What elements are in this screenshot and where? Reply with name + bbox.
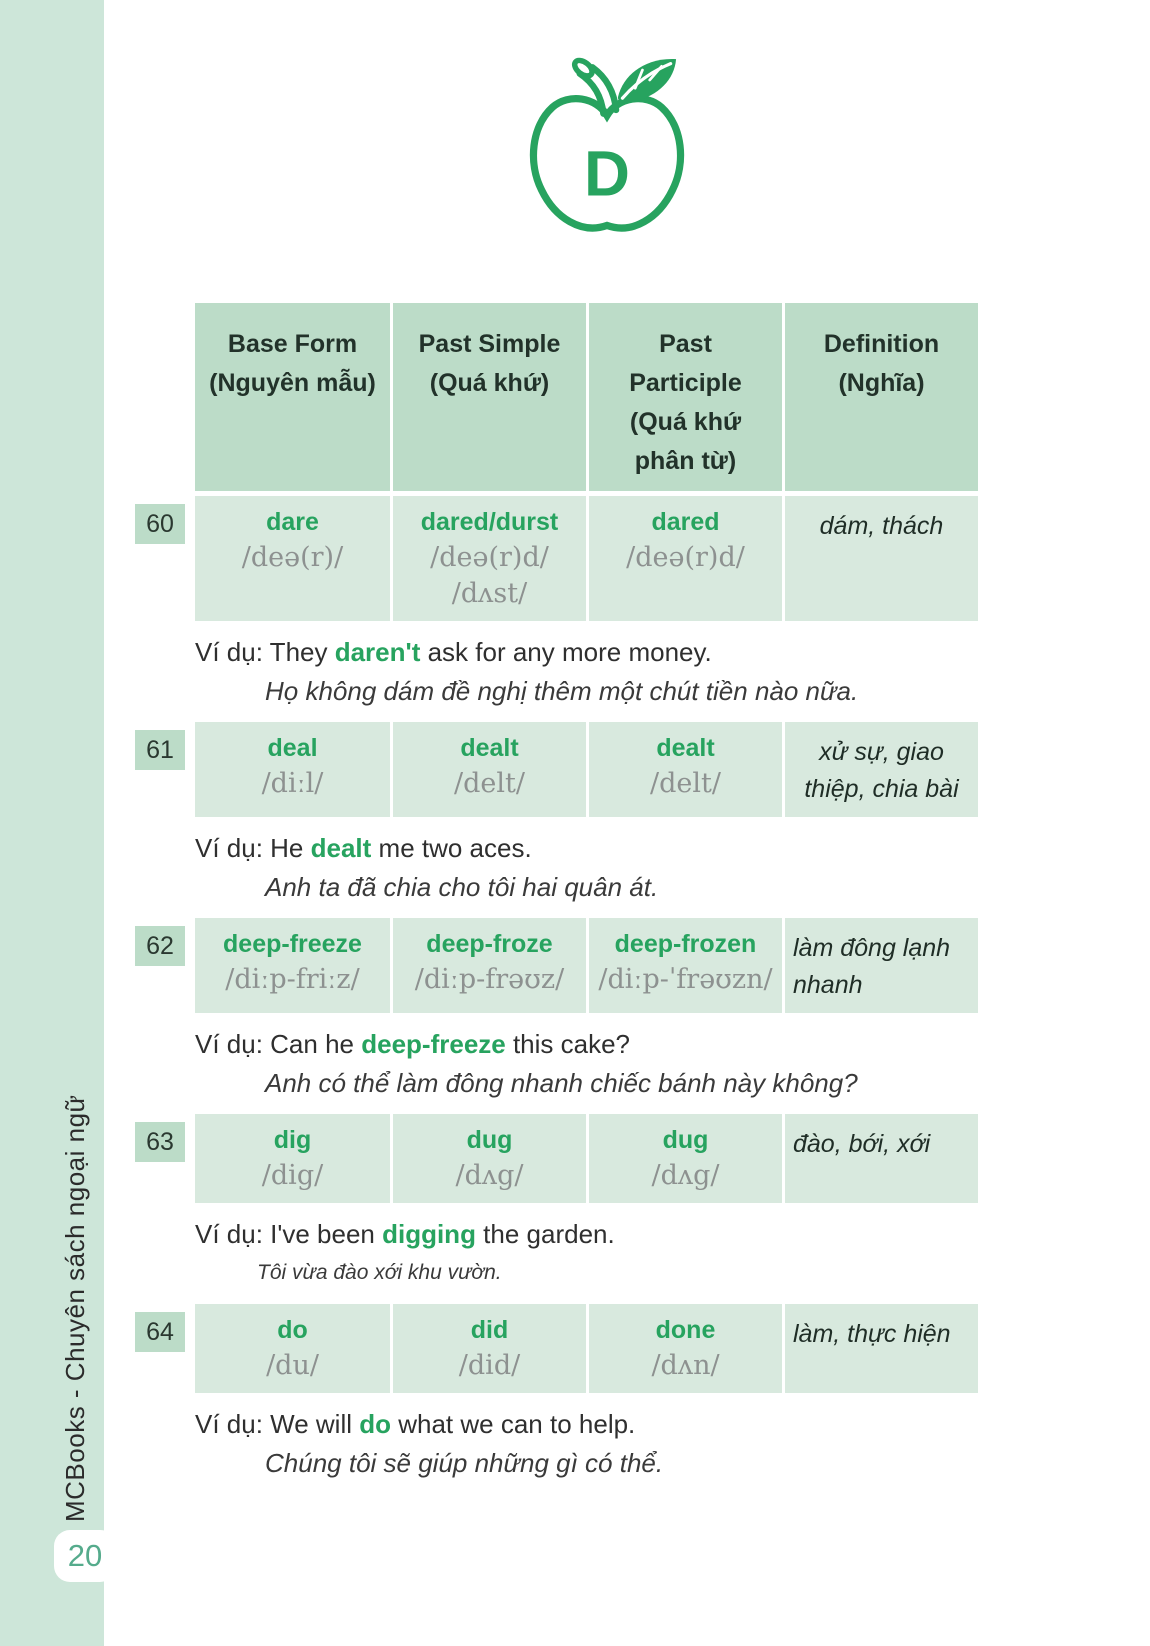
header-label: Definition <box>823 330 940 358</box>
verb-ipa: /dʌg/ <box>455 1160 524 1191</box>
cell-participle <box>589 722 782 817</box>
row-number: 63 <box>135 1122 185 1162</box>
cell-base <box>195 1114 390 1203</box>
table-row <box>135 1114 995 1203</box>
apple-letter-logo <box>512 50 702 255</box>
cell-definition: xử sự, giao thiệp, chia bài <box>785 722 978 817</box>
example-sentence <box>195 831 995 866</box>
verb-ipa: /deə(r)d/ <box>626 542 745 573</box>
cell-base <box>195 722 390 817</box>
logo-letter: D <box>584 138 630 210</box>
example-pre: Ví dụ: I've been <box>195 1219 383 1249</box>
verb-ipa: /deə(r)/ <box>241 542 344 573</box>
cell-definition: dám, thách <box>785 496 978 621</box>
verb-word: dug <box>466 1126 513 1154</box>
cell-past <box>393 496 586 621</box>
cell-participle <box>589 1114 782 1203</box>
cell-past <box>393 1304 586 1393</box>
page-number: 20 <box>67 1538 103 1573</box>
cell-base <box>195 1304 390 1393</box>
verb-word: dealt <box>460 734 519 762</box>
row-number: 62 <box>135 926 185 966</box>
example-sentence <box>195 1407 995 1442</box>
row-number: 60 <box>135 504 185 544</box>
verb-word: dare <box>266 508 319 536</box>
verb-ipa: /dig/ <box>261 1160 324 1191</box>
header-past-simple <box>393 303 586 491</box>
header-label: Past Participle <box>629 330 742 397</box>
example-post: ask for any more money. <box>420 637 712 667</box>
verb-word: deal <box>267 734 318 762</box>
cell-definition: làm, thực hiện <box>785 1304 978 1393</box>
example-post: me two aces. <box>371 833 532 863</box>
example-sentence <box>195 1027 995 1062</box>
verb-word: dealt <box>656 734 715 762</box>
header-base-form <box>195 303 390 491</box>
verb-ipa: /diːl/ <box>261 768 324 799</box>
verb-ipa: /delt/ <box>454 768 525 799</box>
example-block <box>195 635 995 709</box>
cell-definition: làm đông lạnh nhanh <box>785 918 978 1013</box>
cell-past <box>393 918 586 1013</box>
verb-word: dared/durst <box>420 508 559 536</box>
example-translation: Chúng tôi sẽ giúp những gì có thể. <box>265 1448 664 1478</box>
verb-ipa: /dʌg/ <box>651 1160 720 1191</box>
example-pre: Ví dụ: Can he <box>195 1029 362 1059</box>
table-row <box>135 722 995 817</box>
example-sentence <box>195 635 995 670</box>
table-row <box>135 1304 995 1393</box>
verb-word: dug <box>662 1126 709 1154</box>
example-post: the garden. <box>475 1219 615 1249</box>
verb-word: dared <box>651 508 720 536</box>
example-pre: Ví dụ: We will <box>195 1409 360 1439</box>
verb-ipa: /delt/ <box>650 768 721 799</box>
verb-word: dig <box>273 1126 312 1154</box>
example-translation: Anh có thể làm đông nhanh chiếc bánh này không? <box>265 1068 858 1098</box>
example-verb: digging <box>382 1219 476 1249</box>
cell-base <box>195 496 390 621</box>
header-past-participle <box>589 303 782 491</box>
example-translation: Anh ta đã chia cho tôi hai quân át. <box>265 872 659 902</box>
header-label: Past Simple <box>418 330 561 358</box>
example-block <box>195 1217 995 1291</box>
verb-word: deep-frozen <box>614 930 757 958</box>
example-pre: Ví dụ: He <box>195 833 311 863</box>
example-post: what we can to help. <box>391 1409 636 1439</box>
example-block <box>195 831 995 905</box>
verb-ipa: /deə(r)d/ <box>430 542 549 573</box>
apple-icon <box>512 50 702 250</box>
verb-ipa: /du/ <box>266 1350 319 1381</box>
example-verb: deep-freeze <box>361 1029 506 1059</box>
verb-word: deep-freeze <box>223 930 362 958</box>
verb-word: did <box>470 1316 509 1344</box>
example-verb: dealt <box>310 833 372 863</box>
verb-table <box>135 303 995 1494</box>
example-translation: Tôi vừa đào xới khu vườn. <box>257 1261 502 1284</box>
page-number-badge <box>54 1530 116 1582</box>
example-verb: do <box>359 1409 392 1439</box>
verb-ipa-alt: /dʌst/ <box>451 578 528 609</box>
table-row <box>135 496 995 621</box>
cell-past <box>393 722 586 817</box>
table-row <box>135 918 995 1013</box>
row-number: 61 <box>135 730 185 770</box>
header-sublabel: (Nghĩa) <box>838 369 925 397</box>
cell-definition: đào, bới, xới <box>785 1114 978 1203</box>
verb-ipa: /dʌn/ <box>651 1350 720 1381</box>
table-header-row <box>195 303 995 491</box>
example-post: this cake? <box>505 1029 631 1059</box>
verb-ipa: /did/ <box>458 1350 521 1381</box>
verb-word: deep-froze <box>426 930 553 958</box>
example-block <box>195 1407 995 1481</box>
example-block <box>195 1027 995 1101</box>
header-sublabel: (Quá khứ phân từ) <box>629 408 742 475</box>
header-sublabel: (Nguyên mẫu) <box>209 369 376 397</box>
brand-vertical-text: MCBooks - Chuyên sách ngoại ngữ <box>60 1094 90 1522</box>
example-sentence <box>195 1217 995 1252</box>
header-label: Base Form <box>227 330 358 358</box>
verb-word: done <box>655 1316 716 1344</box>
row-number: 64 <box>135 1312 185 1352</box>
cell-participle <box>589 496 782 621</box>
example-pre: Ví dụ: They <box>195 637 335 667</box>
cell-past <box>393 1114 586 1203</box>
cell-participle <box>589 1304 782 1393</box>
cell-participle <box>589 918 782 1013</box>
verb-word: do <box>277 1316 308 1344</box>
header-sublabel: (Quá khứ) <box>429 369 550 397</box>
verb-ipa: /diːp-ˈfrəʊzn/ <box>598 964 773 995</box>
verb-ipa: /diːp-frəʊz/ <box>414 964 565 995</box>
verb-ipa: /diːp-friːz/ <box>225 964 360 995</box>
example-translation: Họ không dám đề nghị thêm một chút tiền nào nữa. <box>265 676 859 706</box>
header-definition <box>785 303 978 491</box>
cell-base <box>195 918 390 1013</box>
example-verb: daren't <box>334 637 421 667</box>
